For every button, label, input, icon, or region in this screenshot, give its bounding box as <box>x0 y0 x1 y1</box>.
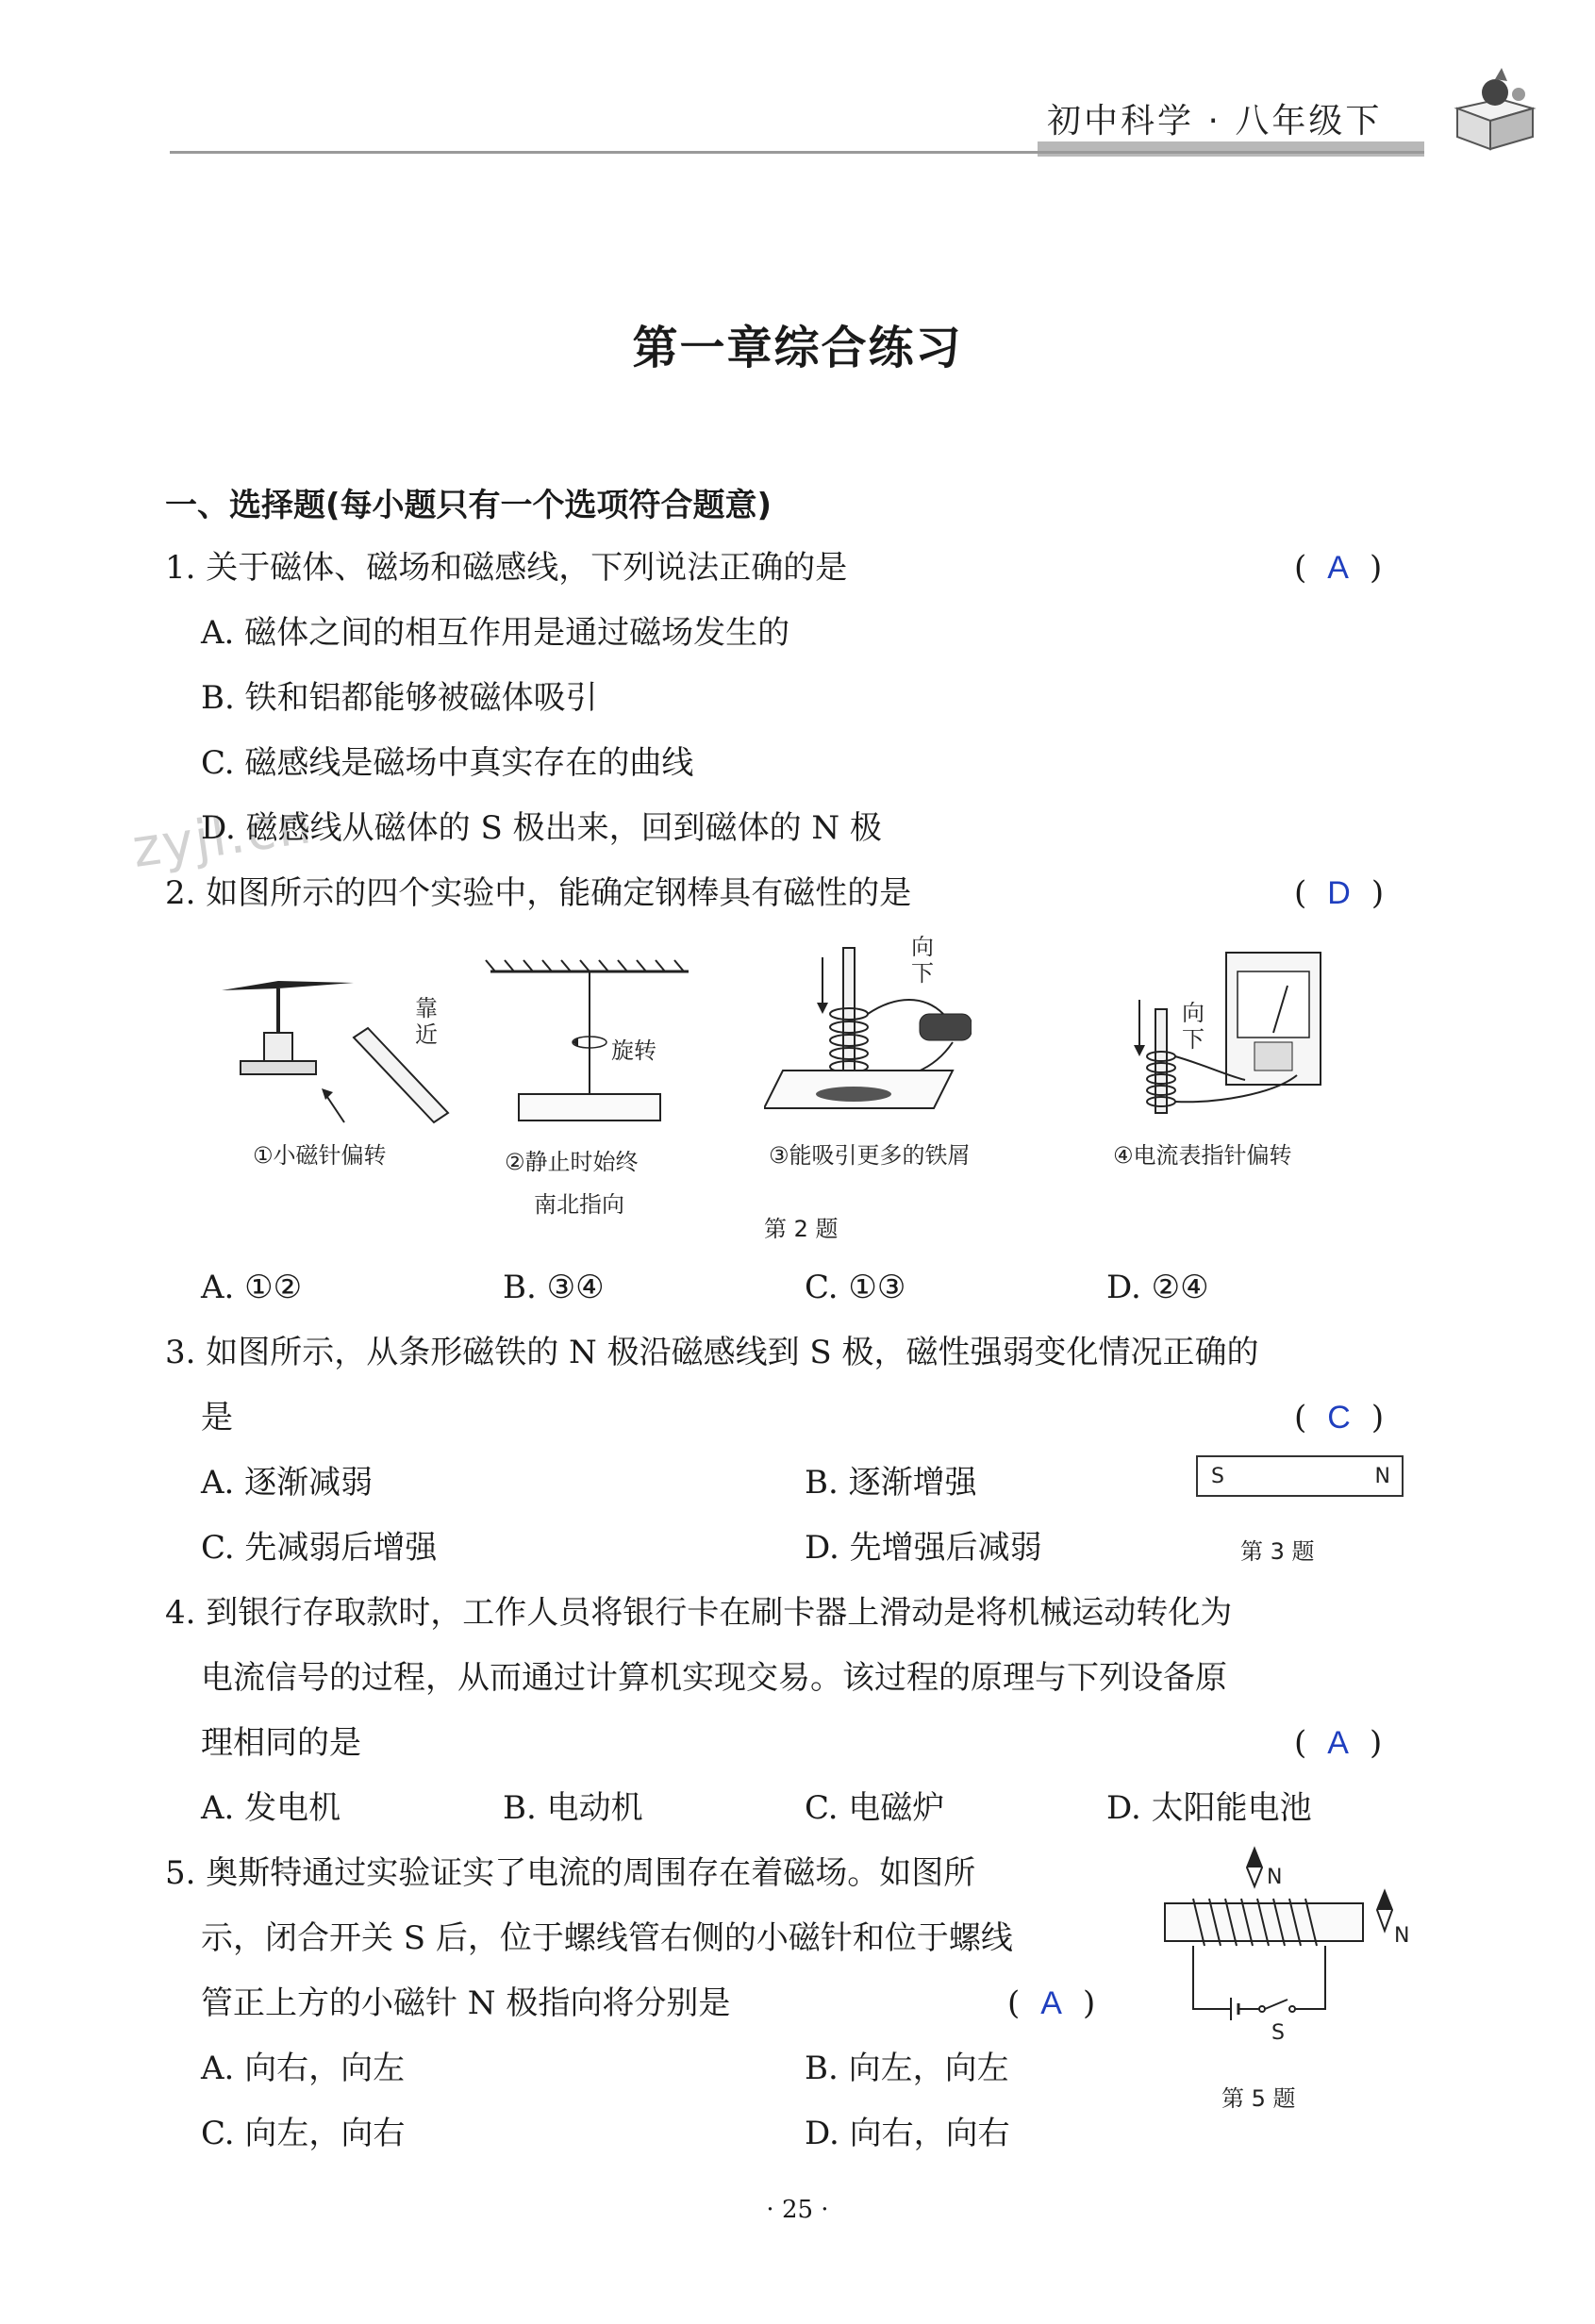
q4-answer-letter: A <box>1327 1725 1349 1761</box>
q2-option-d: D. ②④ <box>1106 1269 1209 1306</box>
bar-magnet <box>1196 1455 1404 1497</box>
q2-label-kaojin: 靠近 <box>415 995 438 1048</box>
q3-option-c: C. 先减弱后增强 <box>201 1529 438 1567</box>
q1-answer-letter: A <box>1327 550 1349 586</box>
watermark: zyjl.cn <box>128 793 317 881</box>
q3-option-d: D. 先增强后减弱 <box>805 1529 1042 1567</box>
magnet-label-s: S <box>1211 1465 1224 1488</box>
q4-option-b: B. 电动机 <box>503 1789 643 1827</box>
header-title: 初中科学 · 八年级下 <box>1047 102 1383 141</box>
q1-option-d: D. 磁感线从磁体的 S 极出来，回到磁体的 N 极 <box>201 809 882 847</box>
q2-label-xiangxia-4: 向下 <box>1182 1000 1205 1053</box>
q1-stem: 1. 关于磁体、磁场和磁感线，下列说法正确的是 <box>165 549 848 587</box>
q1-option-a: A. 磁体之间的相互作用是通过磁场发生的 <box>201 614 790 652</box>
q2-label-xiangxia-3: 向下 <box>911 934 934 987</box>
q5-label-s: S <box>1271 2021 1285 2045</box>
q2-answer-letter: D <box>1327 875 1351 911</box>
q1-answer: ( A ) <box>1294 549 1383 587</box>
q4-stem-line1: 4. 到银行存取款时，工作人员将银行卡在刷卡器上滑动是将机械运动转化为 <box>165 1594 1233 1632</box>
q2-figure-4 <box>1132 943 1330 1122</box>
q5-option-a: A. 向右，向左 <box>201 2050 406 2087</box>
q3-figure-caption: 第 3 题 <box>1240 1538 1315 1565</box>
header-rule <box>170 151 1424 154</box>
q3-stem-line1: 3. 如图所示，从条形磁铁的 N 极沿磁感线到 S 极，磁性强弱变化情况正确的 <box>165 1334 1259 1371</box>
header-band <box>1038 141 1424 157</box>
magnet-label-n: N <box>1374 1465 1390 1488</box>
q3-answer: ( C ) <box>1294 1399 1385 1436</box>
q2-label-xuanzhuan: 旋转 <box>611 1038 656 1064</box>
q5-figure-caption: 第 5 题 <box>1221 2085 1296 2112</box>
q2-figure-2 <box>481 953 698 1132</box>
q4-stem-line2: 电流信号的过程，从而通过计算机实现交易。该过程的原理与下列设备原 <box>201 1659 1227 1697</box>
q2-stem: 2. 如图所示的四个实验中，能确定钢棒具有磁性的是 <box>165 874 912 912</box>
q5-label-n-top: N <box>1267 1866 1283 1889</box>
section-title: 一、选择题(每小题只有一个选项符合题意) <box>165 487 773 524</box>
q3-option-a: A. 逐渐减弱 <box>201 1464 374 1502</box>
q2-caption-2b: 南北指向 <box>534 1191 624 1218</box>
q5-option-b: B. 向左，向左 <box>805 2050 1009 2087</box>
q3-answer-letter: C <box>1327 1400 1351 1436</box>
q2-option-c: C. ①③ <box>805 1269 906 1306</box>
q5-option-d: D. 向右，向右 <box>805 2115 1010 2152</box>
q4-option-c: C. 电磁炉 <box>805 1789 945 1827</box>
q3-option-b: B. 逐渐增强 <box>805 1464 977 1502</box>
q2-figure-3 <box>764 938 972 1127</box>
q2-caption-4: ④电流表指针偏转 <box>1113 1142 1292 1169</box>
q5-answer: ( A ) <box>1007 1984 1096 2022</box>
q5-label-n-right: N <box>1394 1924 1410 1948</box>
q3-stem-line2: 是 <box>201 1399 233 1436</box>
header-logo-icon <box>1443 66 1547 151</box>
q2-caption-1: ①小磁针偏转 <box>253 1142 387 1169</box>
q1-option-b: B. 铁和铝都能够被磁体吸引 <box>201 679 598 717</box>
q5-answer-letter: A <box>1040 1985 1062 2021</box>
q4-option-d: D. 太阳能电池 <box>1106 1789 1312 1827</box>
q2-caption-3: ③能吸引更多的铁屑 <box>769 1142 971 1169</box>
q5-stem-line1: 5. 奥斯特通过实验证实了电流的周围存在着磁场。如图所 <box>165 1854 976 1892</box>
q5-stem-line3: 管正上方的小磁针 N 极指向将分别是 <box>201 1984 731 2022</box>
q5-stem-line2: 示，闭合开关 S 后，位于螺线管右侧的小磁针和位于螺线 <box>201 1919 1013 1957</box>
q4-option-a: A. 发电机 <box>201 1789 341 1827</box>
q4-stem-line3: 理相同的是 <box>201 1724 361 1762</box>
q2-caption-2a: ②静止时始终 <box>505 1149 639 1175</box>
q2-figure-caption: 第 2 题 <box>764 1216 839 1242</box>
q2-option-a: A. ①② <box>201 1269 303 1306</box>
q2-option-b: B. ③④ <box>503 1269 605 1306</box>
q5-option-c: C. 向左，向右 <box>201 2115 406 2152</box>
q2-answer: ( D ) <box>1294 874 1385 912</box>
q1-option-c: C. 磁感线是磁场中真实存在的曲线 <box>201 744 694 782</box>
q4-answer: ( A ) <box>1294 1724 1383 1762</box>
chapter-title: 第一章综合练习 <box>632 322 963 374</box>
page-number: · 25 · <box>766 2196 829 2224</box>
